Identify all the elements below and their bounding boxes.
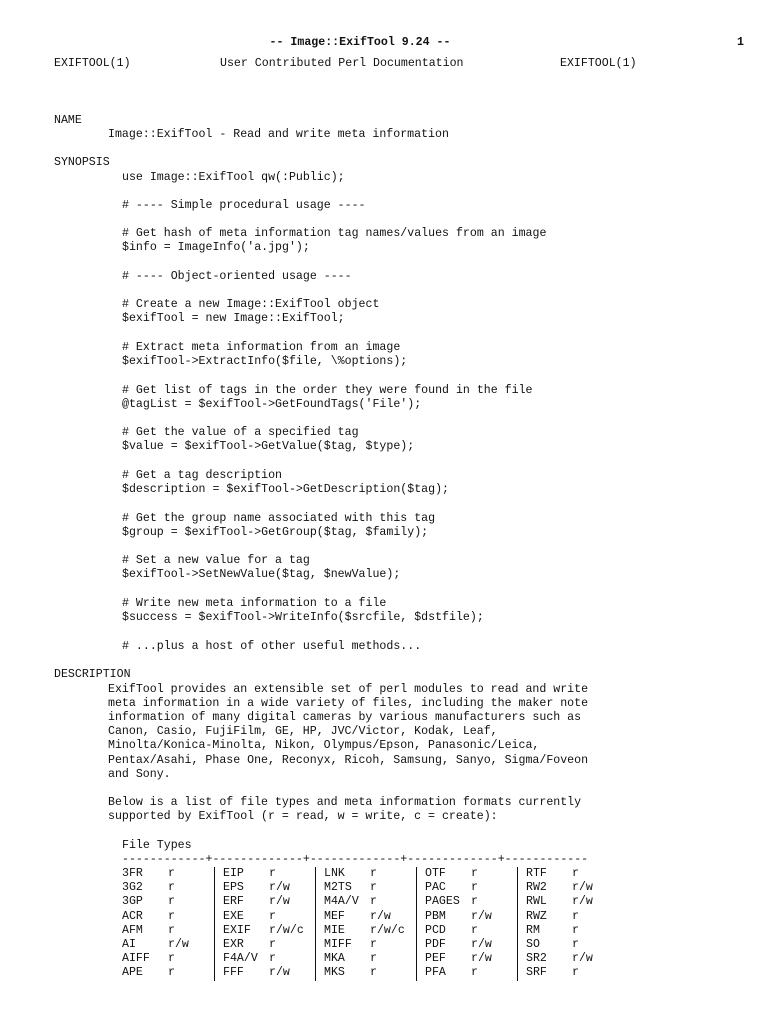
support-cell: r/w: [269, 881, 290, 895]
file-type-cell: RTF: [526, 867, 547, 880]
code-comment: # Get the group name associated with this tag: [122, 512, 436, 525]
file-type-cell: PAGES: [425, 895, 460, 909]
column-separator: [215, 867, 224, 881]
file-type-cell: EXR: [223, 938, 244, 952]
column-separator: [215, 895, 224, 909]
support-cell: r/w: [572, 952, 593, 966]
header-right: EXIFTOOL(1): [560, 57, 637, 70]
file-type-cell: 3GP: [122, 895, 143, 909]
code-comment: # Get the value of a specified tag: [122, 426, 359, 439]
support-cell: r: [370, 952, 377, 966]
support-cell: r: [168, 909, 175, 923]
file-type-cell: AFM: [122, 923, 143, 937]
file-type-cell: EPS: [223, 881, 244, 895]
file-type-cell: SR2: [526, 952, 547, 966]
file-types-label: File Types: [122, 839, 192, 852]
column-separator: [215, 952, 224, 966]
table-row: [122, 881, 618, 895]
support-cell: r/w/c: [269, 923, 304, 937]
column-separator: [316, 881, 325, 895]
file-type-cell: SO: [526, 938, 540, 952]
document-title: -- Image::ExifTool 9.24 --: [269, 36, 451, 49]
support-cell: r: [471, 923, 478, 937]
support-cell: r: [269, 952, 276, 966]
support-cell: r: [168, 881, 175, 895]
paragraph-line: meta information in a wide variety of files, including the maker note: [108, 697, 589, 710]
code-comment: # Get list of tags in the order they were found in the file: [122, 384, 533, 397]
support-cell: r: [572, 867, 579, 880]
support-cell: r/w/c: [370, 923, 405, 937]
column-separator: [518, 867, 527, 881]
code-line: $group = $exifTool->GetGroup($tag, $family);: [122, 526, 429, 539]
column-separator: [417, 895, 426, 909]
file-type-cell: FFF: [223, 966, 244, 980]
code-comment: # Extract meta information from an image: [122, 341, 401, 354]
column-separator: [215, 938, 224, 952]
paragraph-line: ExifTool provides an extensible set of perl modules to read and write: [108, 683, 589, 696]
file-type-cell: RWL: [526, 895, 547, 909]
file-type-cell: ERF: [223, 895, 244, 909]
support-cell: r: [370, 881, 377, 895]
support-cell: r/w: [471, 909, 492, 923]
code-comment: # Get hash of meta information tag names/values from an image: [122, 227, 547, 240]
file-type-cell: 3G2: [122, 881, 143, 895]
file-type-cell: M2TS: [324, 881, 352, 895]
file-type-cell: PCD: [425, 923, 446, 937]
support-cell: r/w: [572, 881, 593, 895]
column-separator: [417, 867, 426, 881]
column-separator: [215, 881, 224, 895]
table-row: [122, 924, 618, 938]
file-type-cell: EXIF: [223, 923, 251, 937]
file-type-cell: 3FR: [122, 867, 143, 880]
file-type-cell: ACR: [122, 909, 143, 923]
file-type-cell: PEF: [425, 952, 446, 966]
file-type-cell: RWZ: [526, 909, 547, 923]
file-type-cell: MKA: [324, 952, 345, 966]
file-type-cell: RM: [526, 923, 540, 937]
column-separator: [215, 910, 224, 924]
column-separator: [518, 966, 527, 980]
support-cell: r: [269, 867, 276, 880]
column-separator: [518, 938, 527, 952]
file-type-cell: AI: [122, 938, 136, 952]
code-line: $exifTool->ExtractInfo($file, \%options);: [122, 355, 408, 368]
support-cell: r: [168, 867, 175, 880]
code-line: @tagList = $exifTool->GetFoundTags('File');: [122, 398, 422, 411]
support-cell: r: [572, 938, 579, 952]
code-line: $success = $exifTool->WriteInfo($srcfile, $dstfile);: [122, 611, 484, 624]
support-cell: r: [370, 938, 377, 952]
paragraph-line: Below is a list of file types and meta information formats currently: [108, 796, 582, 809]
file-type-cell: RW2: [526, 881, 547, 895]
support-cell: r: [471, 867, 478, 880]
support-cell: r/w: [572, 895, 593, 909]
column-separator: [316, 895, 325, 909]
code-line: $exifTool->SetNewValue($tag, $newValue);: [122, 568, 401, 581]
file-type-cell: PAC: [425, 881, 446, 895]
table-row: [122, 867, 618, 881]
section-heading-description: DESCRIPTION: [54, 668, 131, 681]
column-separator: [518, 952, 527, 966]
column-separator: [417, 952, 426, 966]
support-cell: r: [168, 952, 175, 966]
file-type-cell: MEF: [324, 909, 345, 923]
table-row: [122, 938, 618, 952]
file-type-cell: MIFF: [324, 938, 352, 952]
code-comment: # Get a tag description: [122, 469, 283, 482]
column-separator: [417, 881, 426, 895]
table-row: [122, 952, 618, 966]
code-line: $value = $exifTool->GetValue($tag, $type);: [122, 440, 415, 453]
section-heading-name: NAME: [54, 114, 82, 127]
name-text: Image::ExifTool - Read and write meta information: [108, 128, 449, 141]
support-cell: r: [168, 966, 175, 980]
column-separator: [316, 867, 325, 881]
code-comment: # ---- Simple procedural usage ----: [122, 199, 366, 212]
support-cell: r: [370, 895, 377, 909]
paragraph-line: Minolta/Konica-Minolta, Nikon, Olympus/Epson, Panasonic/Leica,: [108, 739, 540, 752]
code-comment: # Set a new value for a tag: [122, 554, 310, 567]
table-row: [122, 966, 618, 980]
code-comment: # ...plus a host of other useful methods...: [122, 640, 422, 653]
paragraph-line: Pentax/Asahi, Phase One, Reconyx, Ricoh, Samsung, Sanyo, Sigma/Foveon: [108, 754, 589, 767]
support-cell: r: [471, 966, 478, 980]
column-separator: [518, 924, 527, 938]
column-separator: [316, 952, 325, 966]
header-center: User Contributed Perl Documentation: [220, 57, 464, 70]
column-separator: [215, 924, 224, 938]
support-cell: r/w: [168, 938, 189, 952]
support-cell: r: [471, 881, 478, 895]
file-type-cell: PDF: [425, 938, 446, 952]
file-type-cell: EXE: [223, 909, 244, 923]
column-separator: [316, 924, 325, 938]
file-type-cell: LNK: [324, 867, 345, 880]
support-cell: r: [572, 909, 579, 923]
column-separator: [316, 910, 325, 924]
code-line: use Image::ExifTool qw(:Public);: [122, 171, 345, 184]
support-cell: r/w: [471, 938, 492, 952]
code-line: $exifTool = new Image::ExifTool;: [122, 312, 345, 325]
file-type-cell: OTF: [425, 867, 446, 880]
file-type-cell: AIFF: [122, 952, 150, 966]
support-cell: r: [572, 923, 579, 937]
support-cell: r: [572, 966, 579, 980]
support-cell: r: [168, 923, 175, 937]
support-cell: r: [269, 909, 276, 923]
code-comment: # Create a new Image::ExifTool object: [122, 298, 380, 311]
file-types-table: [122, 867, 618, 981]
support-cell: r: [471, 895, 478, 909]
paragraph-line: information of many digital cameras by various manufacturers such as: [108, 711, 582, 724]
table-row: [122, 895, 618, 909]
support-cell: r: [269, 938, 276, 952]
file-type-cell: MIE: [324, 923, 345, 937]
support-cell: r: [168, 895, 175, 909]
support-cell: r: [370, 966, 377, 980]
code-comment: # Write new meta information to a file: [122, 597, 387, 610]
column-separator: [316, 966, 325, 980]
code-comment: # ---- Object-oriented usage ----: [122, 270, 352, 283]
column-separator: [215, 966, 224, 980]
column-separator: [417, 938, 426, 952]
support-cell: r: [370, 867, 377, 880]
file-type-cell: MKS: [324, 966, 345, 980]
support-cell: r/w: [370, 909, 391, 923]
file-type-cell: SRF: [526, 966, 547, 980]
column-separator: [417, 910, 426, 924]
column-separator: [518, 895, 527, 909]
file-type-cell: PBM: [425, 909, 446, 923]
column-separator: [417, 924, 426, 938]
column-separator: [417, 966, 426, 980]
support-cell: r/w: [269, 895, 290, 909]
page-number: 1: [737, 36, 744, 49]
table-row: [122, 910, 618, 924]
paragraph-line: Canon, Casio, FujiFilm, GE, HP, JVC/Victor, Kodak, Leaf,: [108, 725, 498, 738]
column-separator: [518, 881, 527, 895]
support-cell: r/w: [269, 966, 290, 980]
support-cell: r/w: [471, 952, 492, 966]
file-type-cell: EIP: [223, 867, 244, 880]
paragraph-line: supported by ExifTool (r = read, w = write, c = create):: [108, 810, 498, 823]
code-line: $description = $exifTool->GetDescription($tag);: [122, 483, 449, 496]
column-separator: [316, 938, 325, 952]
column-separator: [518, 910, 527, 924]
file-type-cell: PFA: [425, 966, 446, 980]
file-type-cell: F4A/V: [223, 952, 258, 966]
file-type-cell: M4A/V: [324, 895, 359, 909]
header-left: EXIFTOOL(1): [54, 57, 131, 70]
file-type-cell: APE: [122, 966, 143, 980]
code-line: $info = ImageInfo('a.jpg');: [122, 241, 310, 254]
table-rule: ------------+-------------+-------------+-------------+------------: [122, 853, 589, 866]
paragraph-line: and Sony.: [108, 768, 171, 781]
section-heading-synopsis: SYNOPSIS: [54, 156, 110, 169]
